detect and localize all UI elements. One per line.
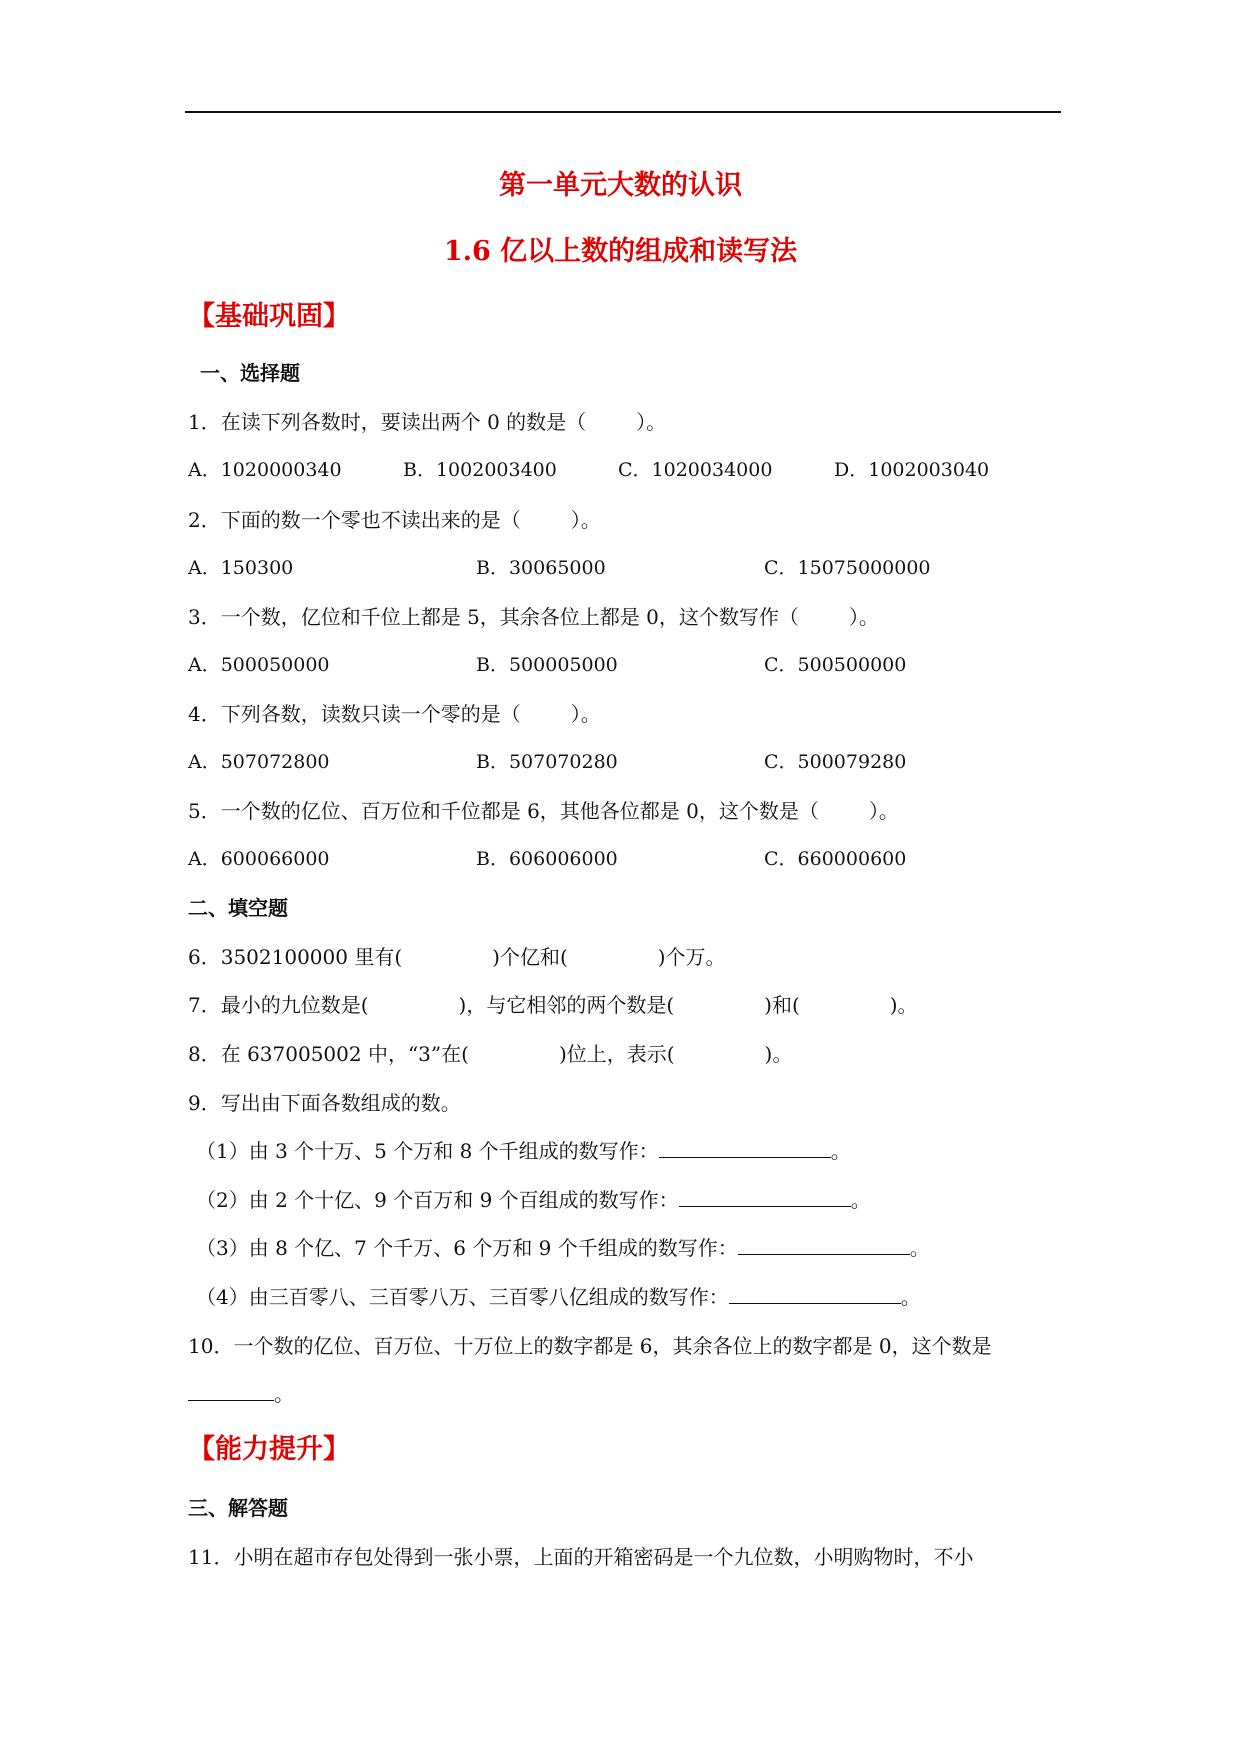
q3-stem: 3．一个数，亿位和千位上都是 5，其余各位上都是 0，这个数写作（ xyxy=(188,605,799,629)
question-5 xyxy=(188,795,899,824)
q2-stem: 2．下面的数一个零也不读出来的是（ xyxy=(188,508,521,532)
part-fill: 二、填空题 xyxy=(188,896,288,920)
q9-item-4 xyxy=(196,1281,921,1310)
q5-option-c: C．660000600 xyxy=(764,848,907,870)
question-7 xyxy=(188,989,918,1018)
q7-text-d: )。 xyxy=(889,993,918,1017)
q5-option-a: A．600066000 xyxy=(188,848,330,870)
q9-item-1-text: （1）由 3 个十万、5 个万和 8 个千组成的数写作： xyxy=(196,1139,659,1163)
q1-option-b: B．1002003400 xyxy=(403,459,557,481)
q8-text-c: )。 xyxy=(764,1042,793,1066)
q2-stem-end: ）。 xyxy=(570,508,601,532)
q3-option-c: C．500500000 xyxy=(764,654,907,676)
lesson-title: 1.6 亿以上数的组成和读写法 xyxy=(443,236,798,267)
q5-stem-end: ）。 xyxy=(868,799,899,823)
q8-text-a: 8．在 637005002 中，“3”在( xyxy=(188,1042,469,1066)
q7-text-a: 7．最小的九位数是( xyxy=(188,993,369,1017)
question-2 xyxy=(188,504,601,533)
q2-option-a: A．150300 xyxy=(188,557,294,579)
q1-option-a: A．1020000340 xyxy=(188,459,342,481)
question-1 xyxy=(188,406,666,435)
q2-option-c: C．15075000000 xyxy=(764,557,931,579)
question-11: 11．小明在超市存包处得到一张小票，上面的开箱密码是一个九位数，小明购物时，不小 xyxy=(188,1545,974,1569)
part-answer: 三、解答题 xyxy=(188,1496,288,1520)
q9-item-2-end: 。 xyxy=(850,1188,871,1212)
question-4 xyxy=(188,698,601,727)
unit-title: 第一单元大数的认识 xyxy=(499,170,742,201)
q9-item-1-end: 。 xyxy=(830,1139,851,1163)
q7-text-b: )，与它相邻的两个数是( xyxy=(458,993,675,1017)
answer-blank[interactable] xyxy=(729,1282,901,1304)
q10-end: 。 xyxy=(274,1382,294,1406)
question-8 xyxy=(188,1038,792,1067)
q9-item-1 xyxy=(196,1135,851,1164)
q1-option-c: C．1020034000 xyxy=(618,459,773,481)
question-9: 9．写出由下面各数组成的数。 xyxy=(188,1091,461,1115)
q4-stem: 4．下列各数，读数只读一个零的是（ xyxy=(188,702,521,726)
q9-item-2 xyxy=(196,1184,871,1213)
question-10: 10．一个数的亿位、百万位、十万位上的数字都是 6，其余各位上的数字都是 0，这个数是 xyxy=(188,1334,992,1358)
q1-stem: 1．在读下列各数时，要读出两个 0 的数是（ xyxy=(188,410,587,434)
q7-text-c: )和( xyxy=(764,993,800,1017)
q3-stem-end: ）。 xyxy=(848,605,879,629)
q9-item-4-text: （4）由三百零八、三百零八万、三百零八亿组成的数写作： xyxy=(196,1285,729,1309)
header-rule xyxy=(185,111,1061,113)
q5-option-b: B．606006000 xyxy=(476,848,618,870)
q4-option-c: C．500079280 xyxy=(764,751,907,773)
section-basic: 【基础巩固】 xyxy=(188,301,350,332)
answer-blank[interactable] xyxy=(659,1136,831,1158)
q9-item-4-end: 。 xyxy=(900,1285,921,1309)
q3-option-b: B．500005000 xyxy=(476,654,618,676)
answer-blank[interactable] xyxy=(679,1185,851,1207)
answer-blank[interactable] xyxy=(188,1379,274,1401)
q6-text-c: )个万。 xyxy=(657,945,726,969)
question-6 xyxy=(188,941,726,970)
q1-stem-end: ）。 xyxy=(636,410,667,434)
q9-item-3 xyxy=(196,1232,930,1261)
q1-option-d: D．1002003040 xyxy=(834,459,990,481)
part-choice: 一、选择题 xyxy=(200,361,300,385)
question-3 xyxy=(188,601,879,630)
q2-option-b: B．30065000 xyxy=(476,557,606,579)
q5-stem: 5．一个数的亿位、百万位和千位都是 6，其他各位都是 0，这个数是（ xyxy=(188,799,819,823)
section-advanced: 【能力提升】 xyxy=(188,1434,350,1465)
q9-item-3-end: 。 xyxy=(909,1236,930,1260)
q6-text-b: )个亿和( xyxy=(492,945,568,969)
q9-item-3-text: （3）由 8 个亿、7 个千万、6 个万和 9 个千组成的数写作： xyxy=(196,1236,738,1260)
answer-blank[interactable] xyxy=(738,1233,910,1255)
q8-text-b: )位上，表示( xyxy=(558,1042,675,1066)
q4-stem-end: ）。 xyxy=(570,702,601,726)
q4-option-a: A．507072800 xyxy=(188,751,330,773)
q6-text-a: 6．3502100000 里有( xyxy=(188,945,403,969)
q4-option-b: B．507070280 xyxy=(476,751,618,773)
q9-item-2-text: （2）由 2 个十亿、9 个百万和 9 个百组成的数写作： xyxy=(196,1188,679,1212)
q10-answer-line xyxy=(188,1378,294,1407)
q3-option-a: A．500050000 xyxy=(188,654,330,676)
